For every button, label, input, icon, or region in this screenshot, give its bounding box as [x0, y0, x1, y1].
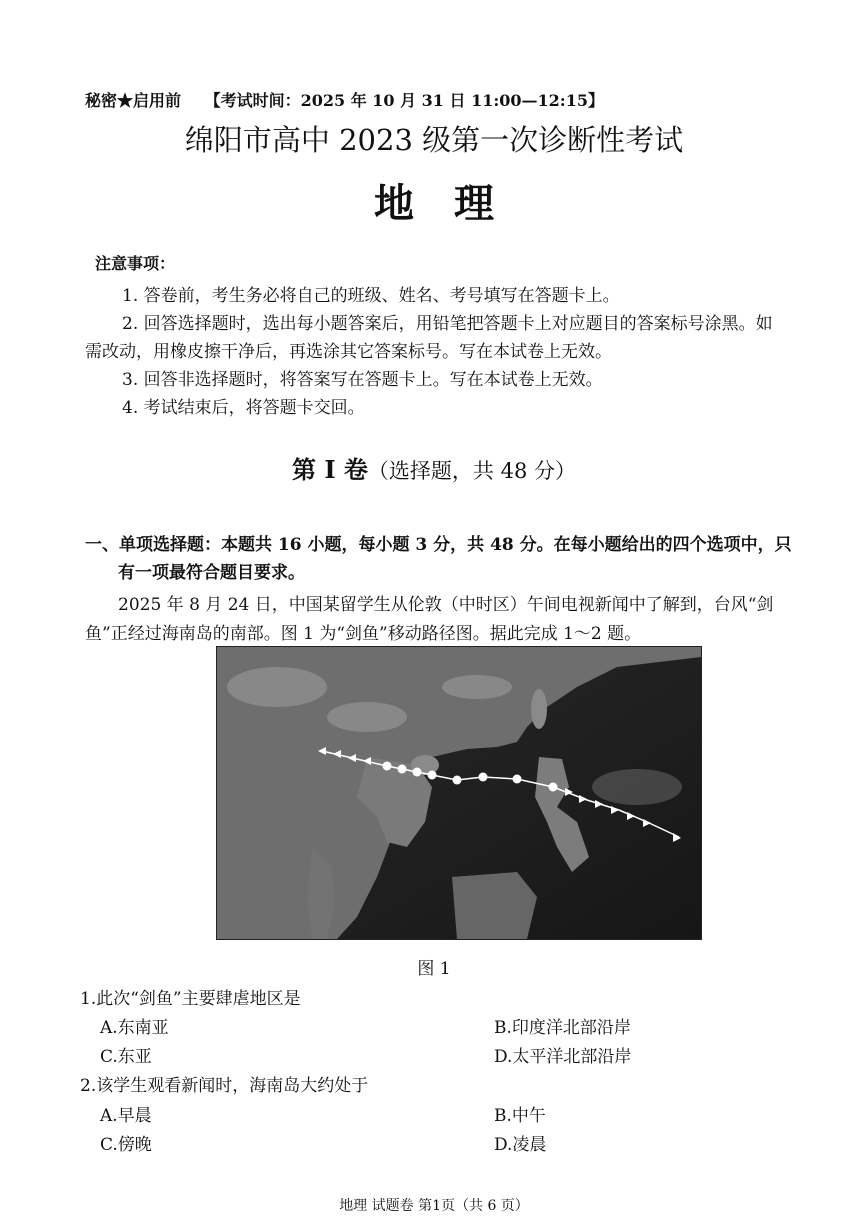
- notice-item-3: 3. 回答非选择题时，将答案写在答题卡上。写在本试卷上无效。: [122, 370, 603, 390]
- notice-heading: 注意事项：: [95, 254, 176, 273]
- part-title-sub: （选择题，共 48 分）: [367, 459, 576, 483]
- question-1-option-b: B.印度洋北部沿岸: [494, 1018, 631, 1038]
- passage-line-2: 鱼”正经过海南岛的南部。图 1 为“剑鱼”移动路径图。据此完成 1～2 题。: [85, 624, 642, 644]
- notice-item-2: 2. 回答选择题时，选出每小题答案后，用铅笔把答题卡上对应题目的答案标号涂黑。如: [122, 314, 773, 334]
- notice-item-4: 4. 考试结束后，将答题卡交回。: [122, 398, 365, 418]
- question-2-option-d: D.凌晨: [494, 1135, 547, 1155]
- header-line: [85, 88, 604, 111]
- map-graphic: [217, 647, 701, 939]
- section-instruction-cont: 有一项最符合题目要求。: [118, 563, 305, 583]
- track-marker: [383, 762, 392, 771]
- question-2-option-b: B.中午: [494, 1106, 546, 1126]
- subject-title: 地理: [374, 180, 534, 227]
- question-1-option-c: C.东亚: [100, 1047, 152, 1067]
- question-2-option-c: C.傍晚: [100, 1135, 152, 1155]
- confidential-label: 秘密★启用前: [85, 91, 182, 110]
- track-marker: [453, 776, 462, 785]
- typhoon-track-map: [216, 646, 702, 940]
- track-marker: [413, 768, 422, 777]
- passage-line-1: 2025 年 8 月 24 日，中国某留学生从伦敦（中时区）午间电视新闻中了解到，台风“剑: [118, 595, 774, 615]
- borneo-island: [452, 872, 537, 939]
- part-title-main: 第 I 卷: [291, 455, 368, 484]
- question-2-option-a: A.早晨: [100, 1106, 152, 1126]
- track-marker: [479, 773, 488, 782]
- taiwan-island: [531, 689, 547, 729]
- track-marker: [549, 783, 558, 792]
- figure-caption: 图 1: [417, 959, 451, 979]
- track-marker: [398, 765, 407, 774]
- track-marker: [513, 775, 522, 784]
- notice-item-2-cont: 需改动，用橡皮擦干净后，再选涂其它答案标号。写在本试卷上无效。: [85, 342, 612, 362]
- question-1-option-a: A.东南亚: [100, 1018, 169, 1038]
- track-marker: [428, 771, 437, 780]
- exam-time: 【考试时间：2025 年 10 月 31 日 11:00—12:15】: [204, 91, 604, 110]
- section-instruction: 一、单项选择题：本题共 16 小题，每小题 3 分，共 48 分。在每小题给出的四个选项中，只: [85, 535, 792, 555]
- question-1-option-d: D.太平洋北部沿岸: [494, 1047, 632, 1067]
- notice-item-1: 1. 答卷前，考生务必将自己的班级、姓名、考号填写在答题卡上。: [122, 286, 620, 306]
- question-1-stem: 1.此次“剑鱼”主要肆虐地区是: [80, 989, 301, 1009]
- page-footer: 地理 试题卷 第1页（共 6 页）: [339, 1198, 529, 1214]
- question-2-stem: 2.该学生观看新闻时，海南岛大约处于: [80, 1076, 369, 1096]
- part-title: [0, 450, 868, 485]
- exam-title: 绵阳市高中 2023 级第一次诊断性考试: [184, 123, 684, 157]
